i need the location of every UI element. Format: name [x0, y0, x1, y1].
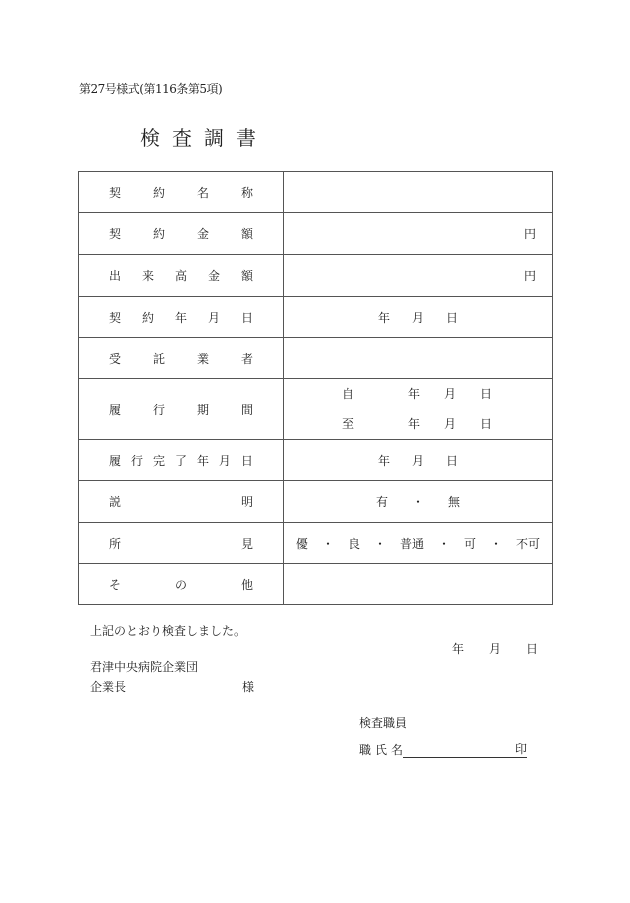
- value-progress-amount[interactable]: [284, 255, 553, 297]
- label-progress-amount: 出 来 高 金 額: [109, 269, 253, 283]
- statement: 上記のとおり検査しました。: [90, 624, 247, 638]
- label-contract-amount: 契 約 金 額: [109, 227, 253, 241]
- seal-mark: 印: [515, 742, 528, 756]
- value-contract-amount[interactable]: [284, 213, 553, 255]
- label-explanation: 説 明: [109, 495, 253, 509]
- option-fair[interactable]: 可: [464, 536, 477, 551]
- row-contractor: [79, 338, 553, 379]
- label-contract-date: 契 約 年 月 日: [109, 310, 253, 325]
- value-performance-period[interactable]: [284, 379, 553, 440]
- label-opinion: 所 見: [109, 536, 253, 551]
- row-opinion: [79, 523, 553, 564]
- report-date: 年 月 日: [452, 642, 539, 656]
- yen-unit: 円: [523, 269, 536, 283]
- inspector-heading: 検査職員: [359, 716, 408, 730]
- value-other[interactable]: [284, 564, 553, 605]
- row-contract-date: [79, 297, 553, 338]
- row-explanation: [79, 481, 553, 523]
- value-contract-name[interactable]: [284, 172, 553, 213]
- addressee-org: 君津中央病院企業団: [90, 660, 199, 674]
- inspection-table: [78, 171, 553, 605]
- value-contractor[interactable]: [284, 338, 553, 379]
- option-excellent[interactable]: 優: [295, 536, 308, 551]
- honorific: 様: [242, 680, 255, 694]
- period-from: 自 年 月 日: [342, 387, 493, 401]
- label-contractor: 受 託 業 者: [109, 351, 253, 366]
- period-to: 至 年 月 日: [342, 417, 493, 431]
- form-number: 第27号様式(第116条第5項): [79, 82, 223, 96]
- value-opinion[interactable]: 優 ・ 良 ・ 普通 ・ 可 ・ 不可: [284, 523, 553, 564]
- value-explanation[interactable]: 有 ・ 無: [284, 481, 553, 523]
- option-poor[interactable]: 不可: [516, 536, 541, 551]
- label-performance-period: 履 行 期 間: [109, 402, 253, 417]
- signature-field[interactable]: [403, 743, 515, 758]
- option-average[interactable]: 普通: [399, 536, 424, 551]
- inspector-name-line: 職 氏 名 印: [359, 742, 528, 757]
- row-contract-amount: [79, 213, 553, 255]
- label-completion-date: 履 行 完 了 年 月 日: [109, 453, 253, 468]
- row-contract-name: [79, 172, 553, 213]
- label-other: そ の 他: [109, 577, 253, 592]
- value-contract-date[interactable]: 年 月 日: [284, 297, 553, 338]
- option-no[interactable]: 無: [448, 495, 461, 509]
- addressee-title: 企業長: [90, 680, 127, 694]
- option-yes[interactable]: 有: [375, 495, 388, 509]
- label-contract-name: 契 約 名 称: [109, 185, 253, 200]
- yen-unit: 円: [523, 227, 536, 241]
- row-performance-period: [79, 379, 553, 440]
- row-completion-date: [79, 440, 553, 481]
- value-completion-date[interactable]: 年 月 日: [284, 440, 553, 481]
- option-good[interactable]: 良: [347, 536, 360, 551]
- page-title: 検査調書: [140, 126, 268, 150]
- row-other: [79, 564, 553, 605]
- row-progress-amount: [79, 255, 553, 297]
